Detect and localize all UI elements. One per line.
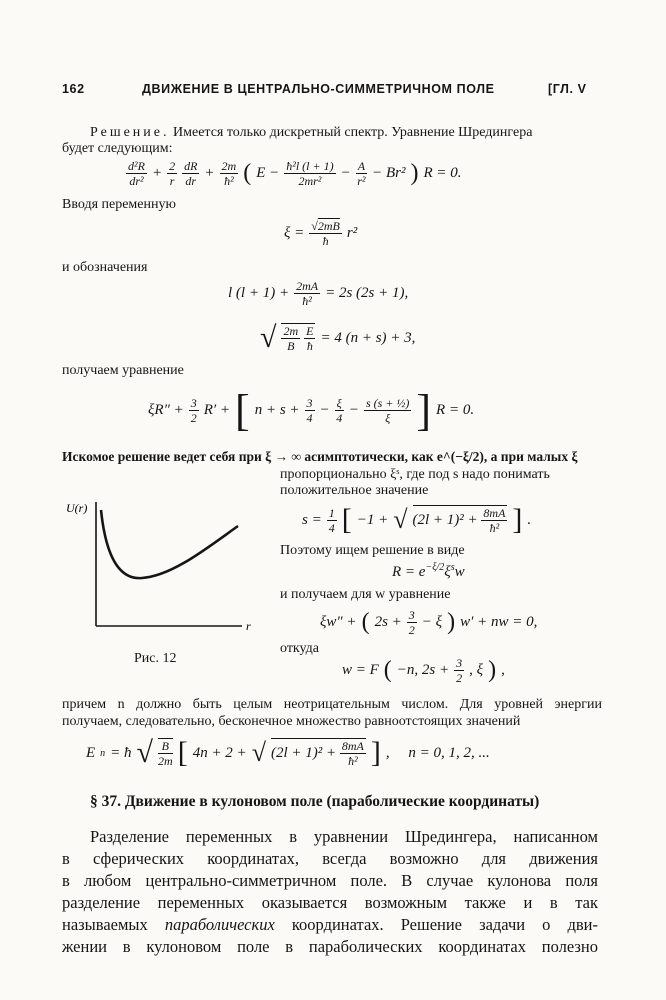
section-para-line-5: называемых параболических координатах. Решение задачи о дви- [62,915,598,934]
figure-potential-well [62,496,262,632]
emphasis-parabolic: параболических [164,915,275,934]
solution-label: Решение. [90,125,170,140]
text-conclusion-2: получаем, следовательно, бесконечное множество равноотстоящих значений [62,714,521,729]
solution-intro [90,124,610,141]
figure-caption: Рис. 12 [134,651,177,666]
text-and-get-w: и получаем для w уравнение [280,587,451,602]
equation-energy: E n = ħ √ $\frac{B}{2m}$ [ 4n + 2 + √ (2l + 1)² + $\frac{8mA}{\text{ħ²}}$ ] , n = 0, 1, 2, ... [86,736,490,769]
text-asymptotic: Искомое решение ведет себя при ξ → ∞ асимптотически, как e^(−ξ/2), а при малых ξ [62,449,578,464]
text-proportional-2: положительное значение [280,483,429,498]
page-number: 162 [62,82,85,96]
text-proportional-1: пропорционально ξˢ, где под s надо понимать [280,467,550,482]
text-and-notation: и обозначения [62,260,148,275]
equation-radial: $\frac{\text{d²R}}{\text{dr²}}$ + $\frac{2}{r}$ $\frac{dR}{dr}$ + $\frac{2m}{\text{ħ²}}$ ( E − $\frac{\text{ħ²l (l + 1)}}{\text{2mr²}}$ − $\frac{A}{\text{r²}}$ − Br² ) R = 0. [128,158,462,188]
equation-w: ξw″ + ( 2s + $\frac{3}{2}$ − ξ ) w′ + nw = 0, [320,607,538,637]
equation-main: ξR″ + $\frac{3}{2}$ R′ + [ n + s + $\frac{3}{4}$ − $\frac{\xi}{4}$ − $\frac{\text{s (s + ½)}}{\xi}$ ] R = 0. [148,385,475,435]
text-seek-solution: Поэтому ищем решение в виде [280,543,465,558]
equation-R: $R = e^{-\xi/2}\xi^sw$ [392,562,465,580]
equation-F: w = F ( −n, 2s + $\frac{3}{2}$ , ξ ) , [342,655,505,685]
text-get-equation: получаем уравнение [62,363,184,378]
section-para-line-1: Разделение переменных в уравнении Шредингера, написанном [90,827,598,846]
text-whence: откуда [280,641,319,656]
equation-xi: ξ = $\frac{√2mB}{ħ}$ r² [284,218,358,248]
equation-s: s = $\frac{1}{4}$ [ −1 + √ (2l + 1)² + $\frac{8mA}{\text{ħ²}}$ ] . [302,503,532,536]
figure-ylabel: U(r) [66,501,88,515]
solution-intro-line2: будет следующим: [62,141,173,156]
running-title: ДВИЖЕНИЕ В ЦЕНТРАЛЬНО-СИММЕТРИЧНОМ ПОЛЕ [142,82,495,96]
section-para-line-2: в сферических координатах, всегда возможно для движения [62,849,598,868]
section-para-line-4: разделение переменных оказывается возможным также и в так [62,893,598,912]
potential-curve [101,510,238,578]
solution-intro-text: Имеется только дискретный спектр. Уравнение Шредингера [169,125,533,140]
chapter-label: [ГЛ. V [548,82,587,96]
equation-l: l (l + 1) + $\frac{2mA}{\text{ħ²}}$ = 2s (2s + 1), [228,278,409,308]
section-title: § 37. Движение в кулоновом поле (параболические координаты) [90,793,540,810]
section-para-line-3: в любом центрально-симметричном поле. В случае кулонова поля [62,871,598,890]
text-conclusion-1: причем n должно быть целым неотрицательным числом. Для уровней энергии [62,697,602,712]
figure-xlabel: r [246,619,251,632]
text-introducing-variable: Вводя переменную [62,197,176,212]
section-para-line-6: жении в кулоновом поле в параболических координатах полезно [62,937,598,956]
equation-n: √ $\frac{2m}{B}$ $\frac{E}{ħ}$ = 4 (n + s) + 3, [260,321,416,354]
